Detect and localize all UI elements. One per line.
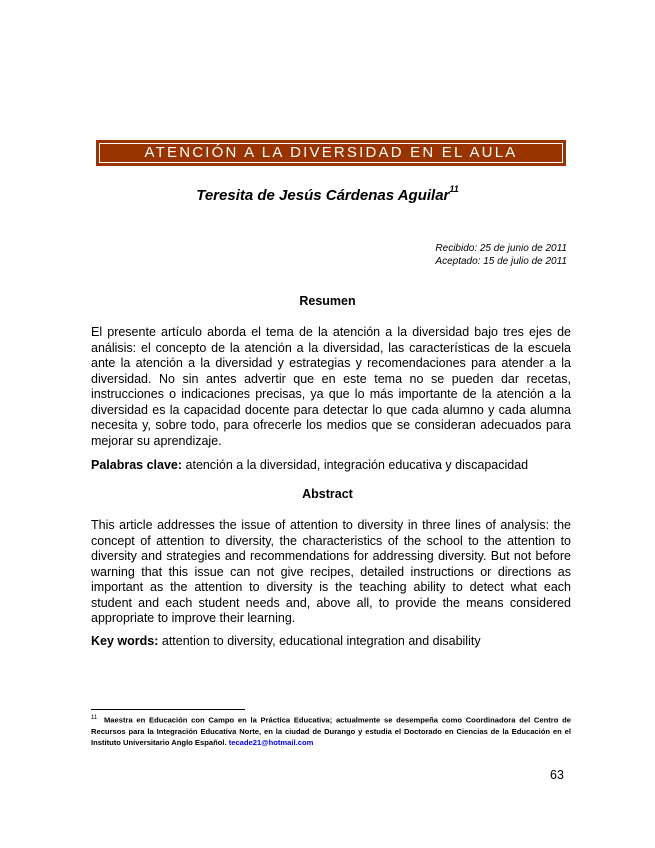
page-number: 63 (550, 768, 564, 782)
resumen-heading: Resumen (299, 294, 356, 308)
article-title: ATENCIÓN A LA DIVERSIDAD EN EL AULA (99, 143, 563, 163)
abstract-keywords (91, 634, 571, 650)
abstract-body: This article addresses the issue of attention to diversity in three lines of analysis: the concept of attention to diversity, the characteristics of the school to the attention to diversity and strategies and recommendations for addressing diversity. But not before warning that this issue can not give recipes, detailed instructions or directions as important as the attention to diversity is the teaching ability to detect what each student and each student needs and, above all, to provide the means considered appropriate to improve their learning. (91, 518, 571, 625)
footnote-email-link[interactable]: tecade21@hotmail.com (228, 737, 314, 747)
author-line (0, 186, 655, 204)
footnote (91, 713, 571, 748)
keywords-en: attention to diversity, educational integration and disability (161, 634, 481, 648)
keywords-label-en: Key words: (91, 634, 159, 648)
keywords-es: atención a la diversidad, integración educativa y discapacidad (185, 458, 529, 472)
author-name: Teresita de Jesús Cárdenas Aguilar (196, 187, 450, 204)
author-footnote-ref: 11 (449, 184, 459, 194)
accepted-date: Aceptado: 15 de julio de 2011 (435, 256, 567, 267)
submission-dates (435, 242, 567, 268)
abstract-heading: Abstract (302, 487, 353, 501)
keywords-label-es: Palabras clave: (91, 458, 183, 472)
footnote-number: 11 (91, 715, 98, 721)
footnote-divider (91, 709, 245, 710)
title-banner (96, 140, 566, 166)
resumen-body: El presente artículo aborda el tema de la atención a la diversidad bajo tres ejes de análisis: el concepto de la atención a la diversidad, las características de la escuela ante la atención a la diversidad y estrategias y recomendaciones para atender a la diversidad. No sin antes advertir que en este tema no se pueden dar recetas, instrucciones o indicaciones precisas, ya que lo más importante de la atención a la diversidad es la capacidad docente para detectar lo que cada alumno y cada alumna necesita y, sobre todo, para ofrecerle los medios que se consideran adecuados para mejorar su aprendizaje. (91, 325, 571, 448)
footnote-text: Maestra en Educación con Campo en la Práctica Educativa; actualmente se desempeña como Coordinadora del Centro de Recursos para la Integración Educativa Norte, en la ciudad de Durango y estudia el Doctorado en Ciencias de la Educación en el Instituto Universitario Anglo Español. (91, 715, 571, 747)
received-date: Recibido: 25 de junio de 2011 (435, 243, 567, 254)
resumen-keywords (91, 458, 571, 474)
